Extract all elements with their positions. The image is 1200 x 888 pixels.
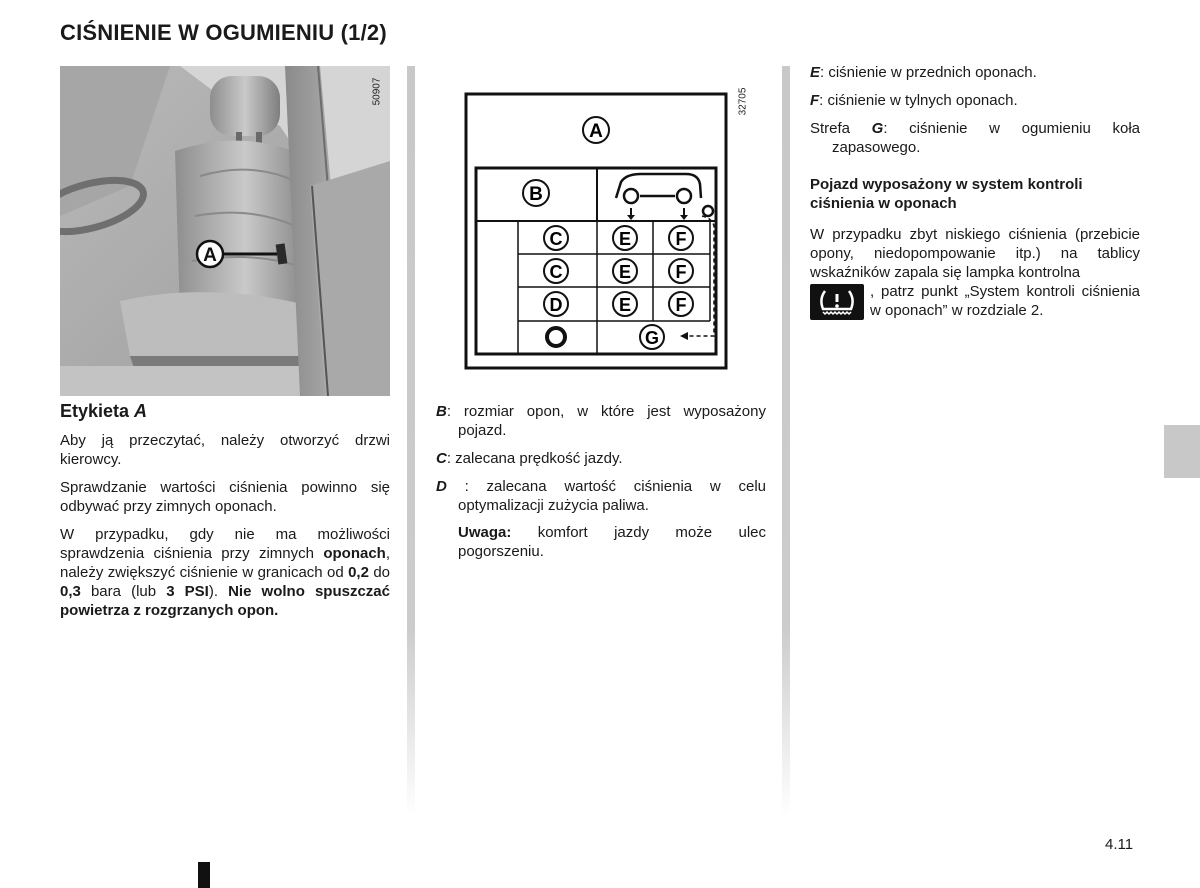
label-heading: Etykieta A [60, 401, 148, 421]
diagram-label-e1: E [618, 229, 632, 249]
diagram-label-f3: F [675, 295, 687, 315]
diagram-label-c1: C [549, 229, 563, 249]
door-pillar-photo [60, 66, 390, 396]
paragraph-read-label: Aby ją przeczytać, należy otworzyć drzwi kierowcy. [60, 432, 390, 468]
tyre-pressure-label-diagram [436, 66, 766, 376]
tpms-heading: Pojazd wyposażony w system kontroli ciśnienia w oponach [810, 176, 1083, 212]
column-divider-right [782, 66, 790, 816]
diagram-code: 32705 [737, 87, 749, 115]
diagram-label-b: B [529, 184, 543, 205]
legend-note: Uwaga: komfort jazdy może ulec pogorszeniu. [458, 524, 766, 560]
tpms-paragraph: W przypadku zbyt niskiego ciśnienia (przebicie opony, niedopompowanie itp.) na tablicy wskaźników zapala się lampka kontrolna [810, 226, 1140, 281]
print-mark [198, 862, 210, 888]
legend-g: Strefa G: ciśnienie w ogumieniu koła zapasowego. [810, 120, 1140, 156]
legend-c: C: zalecana prędkość jazdy. [436, 450, 623, 467]
tpms-reference-text: , patrz punkt „System kontroli ciśnienia w oponach” w rozdziale 2. [870, 283, 1140, 319]
column-middle [436, 66, 766, 570]
photo-code: 50907 [371, 77, 383, 105]
legend-e: E: ciśnienie w przednich oponach. [810, 64, 1037, 81]
chapter-side-tab [1164, 425, 1200, 478]
diagram-label-c2: C [549, 262, 563, 282]
legend-b: B: rozmiar opon, w które jest wyposażony pojazd. [436, 403, 766, 439]
legend-f: F: ciśnienie w tylnych oponach. [810, 92, 1018, 109]
tpms-warning-icon [810, 284, 864, 320]
column-left [60, 66, 390, 629]
page-title: CIŚNIENIE W OGUMIENIU (1/2) [60, 20, 387, 45]
diagram-label-d: D [549, 295, 563, 315]
diagram-label-f1: F [675, 229, 687, 249]
photo-callout-a: A [203, 245, 217, 266]
paragraph-cold-tyres: Sprawdzanie wartości ciśnienia powinno się odbywać przy zimnych oponach. [60, 479, 390, 515]
paragraph-hot-tyres: W przypadku, gdy nie ma możliwości sprawdzenia ciśnienia przy zimnych oponach, należy zwiększyć ciśnienie w granicach od 0,2 do 0,3 bara (lub 3 PSI). Nie wolno spuszczać powietrza z rozgrzanych opon. [60, 526, 391, 619]
tpms-reference-line [810, 282, 1140, 320]
diagram-label-f2: F [675, 262, 687, 282]
page-number: 4.11 [1105, 836, 1134, 853]
diagram-label-e2: E [618, 262, 632, 282]
diagram-label-g: G [644, 328, 660, 348]
column-right [810, 63, 1140, 320]
legend-d: D : zalecana wartość ciśnienia w celu optymalizacji zużycia paliwa. [436, 478, 766, 514]
column-divider-left [407, 66, 415, 816]
diagram-label-e3: E [618, 295, 632, 315]
diagram-label-a: A [589, 121, 603, 142]
